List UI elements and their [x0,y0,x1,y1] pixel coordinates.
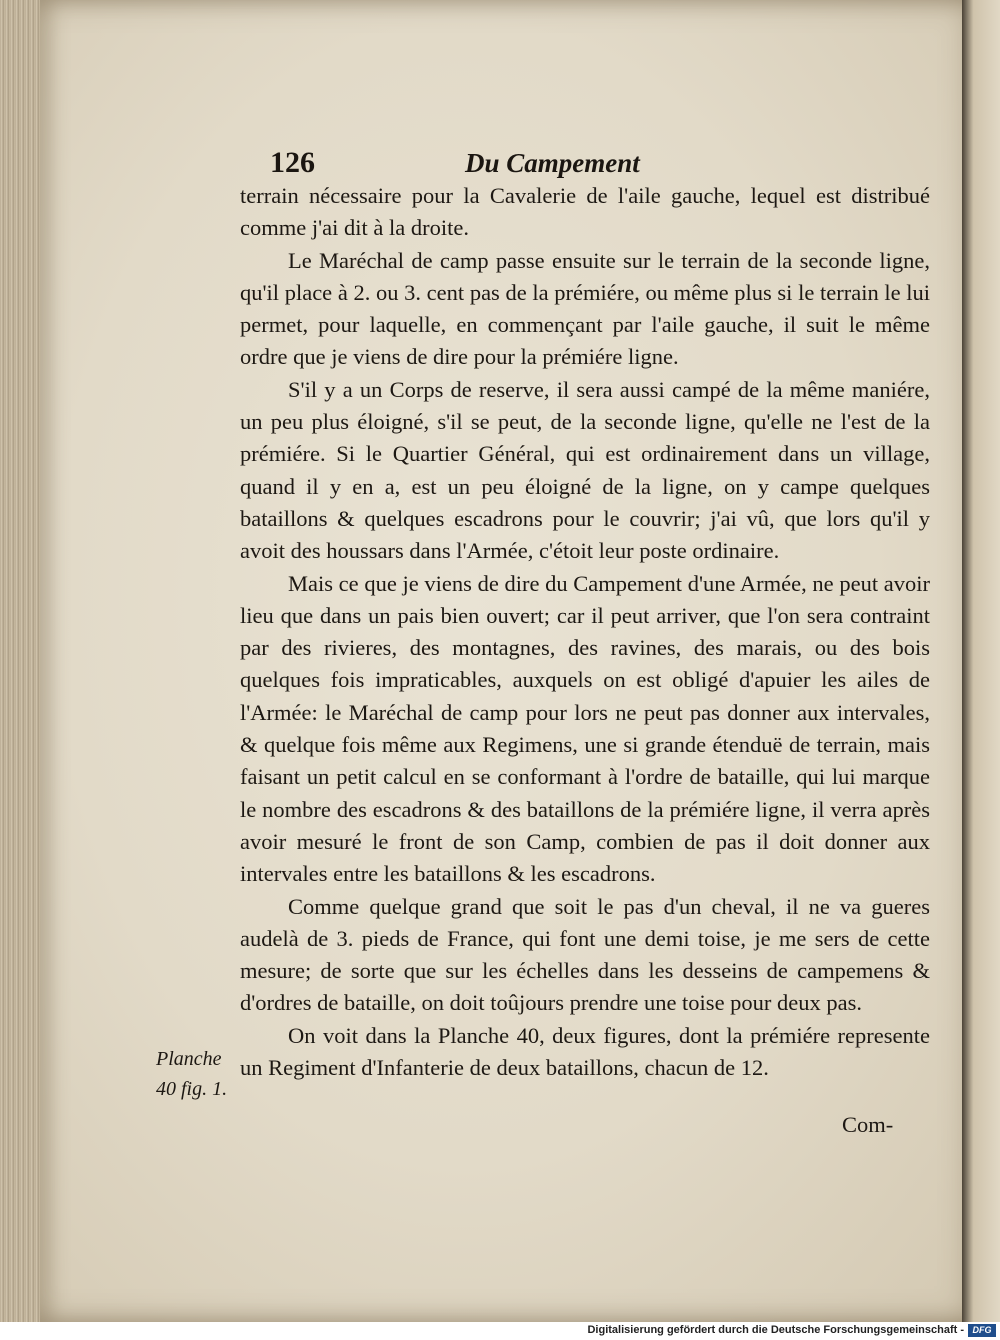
dfg-logo-icon: DFG [968,1324,996,1337]
footer-credit: Digitalisierung gefördert durch die Deutsche Forschungsgemeinschaft - [587,1324,964,1336]
paragraph: S'il y a un Corps de reserve, il sera aussi campé de la même maniére, un peu plus éloigné, s'il se peut, de la seconde ligne, qu'elle ne l'est de la prémiére. Si le Quartier Général, qui est ordinairement dans un village, quand il y en a, est un peu éloigné de la ligne, on y campe quelques bataillons & quelques escadrons pour le couvrir; j'ai vû, que lors qu'il y avoit des houssars dans l'Armée, c'étoit leur poste ordinaire. [240,376,930,564]
book-page-edges [0,0,42,1322]
body-text [240,180,930,1084]
margin-note [156,1044,236,1104]
paragraph: Mais ce que je viens de dire du Campement d'une Armée, ne peut avoir lieu que dans un pais bien ouvert; car il peut arriver, que l'on sera contraint par des rivieres, des montagnes, des ravines, des marais, ou des bois quelques fois impraticables, auxquels on est obligé d'apuier les ailes de l'Armée: le Maréchal de camp pour lors ne peut pas donner aux intervales, & quelque fois même aux Regimens, une si grande étenduë de terrain, mais faisant un petit calcul en se conformant à l'ordre de bataille, qui lui marque le nombre des escadrons & des bataillons de la prémiére ligne, il verra après avoir mesuré le front de son Camp, combien de pas il doit donner aux intervales entre les bataillons & les escadrons. [240,570,930,887]
margin-note-line: Planche [156,1048,222,1070]
paragraph: Comme quelque grand que soit le pas d'un cheval, il ne va gueres audelà de 3. pieds de France, qui font une demi toise, je me sers de cette mesure; de sorte que sur les échelles dans les desseins de campemens & d'ordres de bataille, on doit toûjours prendre une toise pour deux pas. [240,893,930,1016]
margin-note-line: 40 fig. 1. [156,1078,228,1100]
paragraph: terrain nécessaire pour la Cavalerie de l'aile gauche, lequel est distribué comme j'ai dit à la droite. [240,183,930,241]
catch-word: Com- [842,1112,894,1137]
running-title: Du Campement [465,148,640,178]
facing-page-edge [962,0,1000,1322]
paragraph: On voit dans la Planche 40, deux figures, dont la prémiére represente un Regiment d'Infanterie de deux bataillons, chacun de 12. [240,1022,930,1081]
page-number: 126 [270,146,315,179]
paragraph: Le Maréchal de camp passe ensuite sur le terrain de la seconde ligne, qu'il place à 2. ou 3. cent pas de la prémiére, ou même plus si le terrain le lui permet, pour laquelle, en commençant par l'aile gauche, il suit le même ordre que je viens de dire pour la prémiére ligne. [240,247,930,370]
